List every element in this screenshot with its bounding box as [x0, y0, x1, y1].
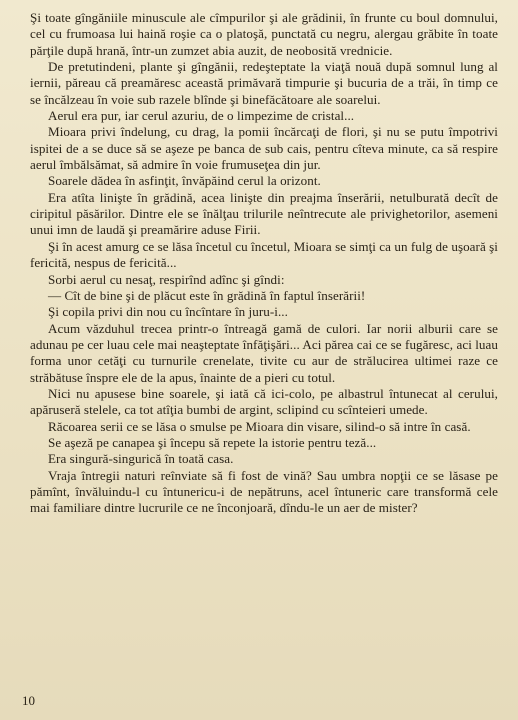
paragraph: Vraja întregii naturi reînviate să fi fost de vină? Sau umbra nopţii ce se lăsase pe pămînt, învăluindu-l cu întunericu-i de nepătruns, acel întuneric care transformă cele mai familiare dintre lucrurile ce ne înconjoară, dîndu-le un aer de mister? — [30, 467, 498, 516]
paragraph: Sorbi aerul cu nesaţ, respirînd adînc şi gîndi: — [48, 271, 285, 287]
paragraph: Era atîta linişte în grădină, acea linişte din preajma înserării, netulburată decît de ciripitul păsărilor. Dintre ele se înălţau trilurile neîntrecute ale privighetorilor, asemeni unui imn de laudă şi preamărire aduse Firii. — [30, 189, 498, 238]
paragraph: Se aşeză pe canapea şi începu să repete la istorie pentru teză... — [48, 434, 377, 450]
paragraph: Nici nu apusese bine soarele, şi iată că ici-colo, pe albastrul întunecat al cerului, apăruseră stelele, ca tot atîţia bumbi de argint, sclipind cu scînteieri umede. — [30, 385, 498, 418]
paragraph: De pretutindeni, plante şi gîngănii, redeşteptate la viaţă nouă după somnul lung al iernii, păreau că preamăresc această primăvară timpurie şi bucuria de a trăi, în timp ce se încălzeau în voie sub razele blînde şi binefăcătoare ale soarelui. — [30, 59, 498, 107]
paragraph: Soarele dădea în asfinţit, învăpăind cerul la orizont. — [48, 173, 321, 189]
paragraph: Mioara privi îndelung, cu drag, la pomii încărcaţi de flori, şi nu se putu împotrivi ispitei de a se duce să se aşeze pe banca de sub cais, pentru cîteva minute, ca să respire aerul îmbălsămat, să admire în voie frumuseţea din jur. — [30, 124, 498, 173]
page-text — [30, 10, 498, 517]
paragraph: Aerul era pur, iar cerul azuriu, de o limpezime de cristal... — [48, 108, 355, 124]
paragraph: Acum văzduhul trecea printr-o întreagă gamă de culori. Iar norii alburii care se adunau pe cer luau cele mai neaşteptate înfăţişări... Aci părea cai ce se fugăresc, aci luau forma unor cetăţi cu turnurile crenelate, tivite cu aur de strălucirea ultimei raze ce străbătuse înspre ele de la apus, înainte de a pieri cu totul. — [30, 320, 498, 385]
paragraph: Şi în acest amurg ce se lăsa încetul cu încetul, Mioara se simţi ca un fulg de uşoară şi fericită, nespus de fericită... — [30, 238, 498, 271]
paragraph: Şi toate gîngăniile minuscule ale cîmpurilor şi ale grădinii, în frunte cu boul domnului, cel cu frumoasa lui haină roşie ca o platoşă, punctată cu negru, alergau grăbite în toate părţile după hrană, într-un zumzet abia auzit, de neobosită vrednicie. — [30, 10, 498, 58]
page-number: 10 — [22, 693, 35, 708]
paragraph: Era singură-singurică în toată casa. — [48, 451, 234, 467]
paragraph: Şi copila privi din nou cu încîntare în juru-i... — [48, 304, 288, 320]
paragraph: Răcoarea serii ce se lăsa o smulse pe Mioara din visare, silind-o să intre în casă. — [48, 418, 471, 434]
dialogue-line: — Cît de bine şi de plăcut este în grădină în faptul înserării! — [48, 287, 366, 303]
